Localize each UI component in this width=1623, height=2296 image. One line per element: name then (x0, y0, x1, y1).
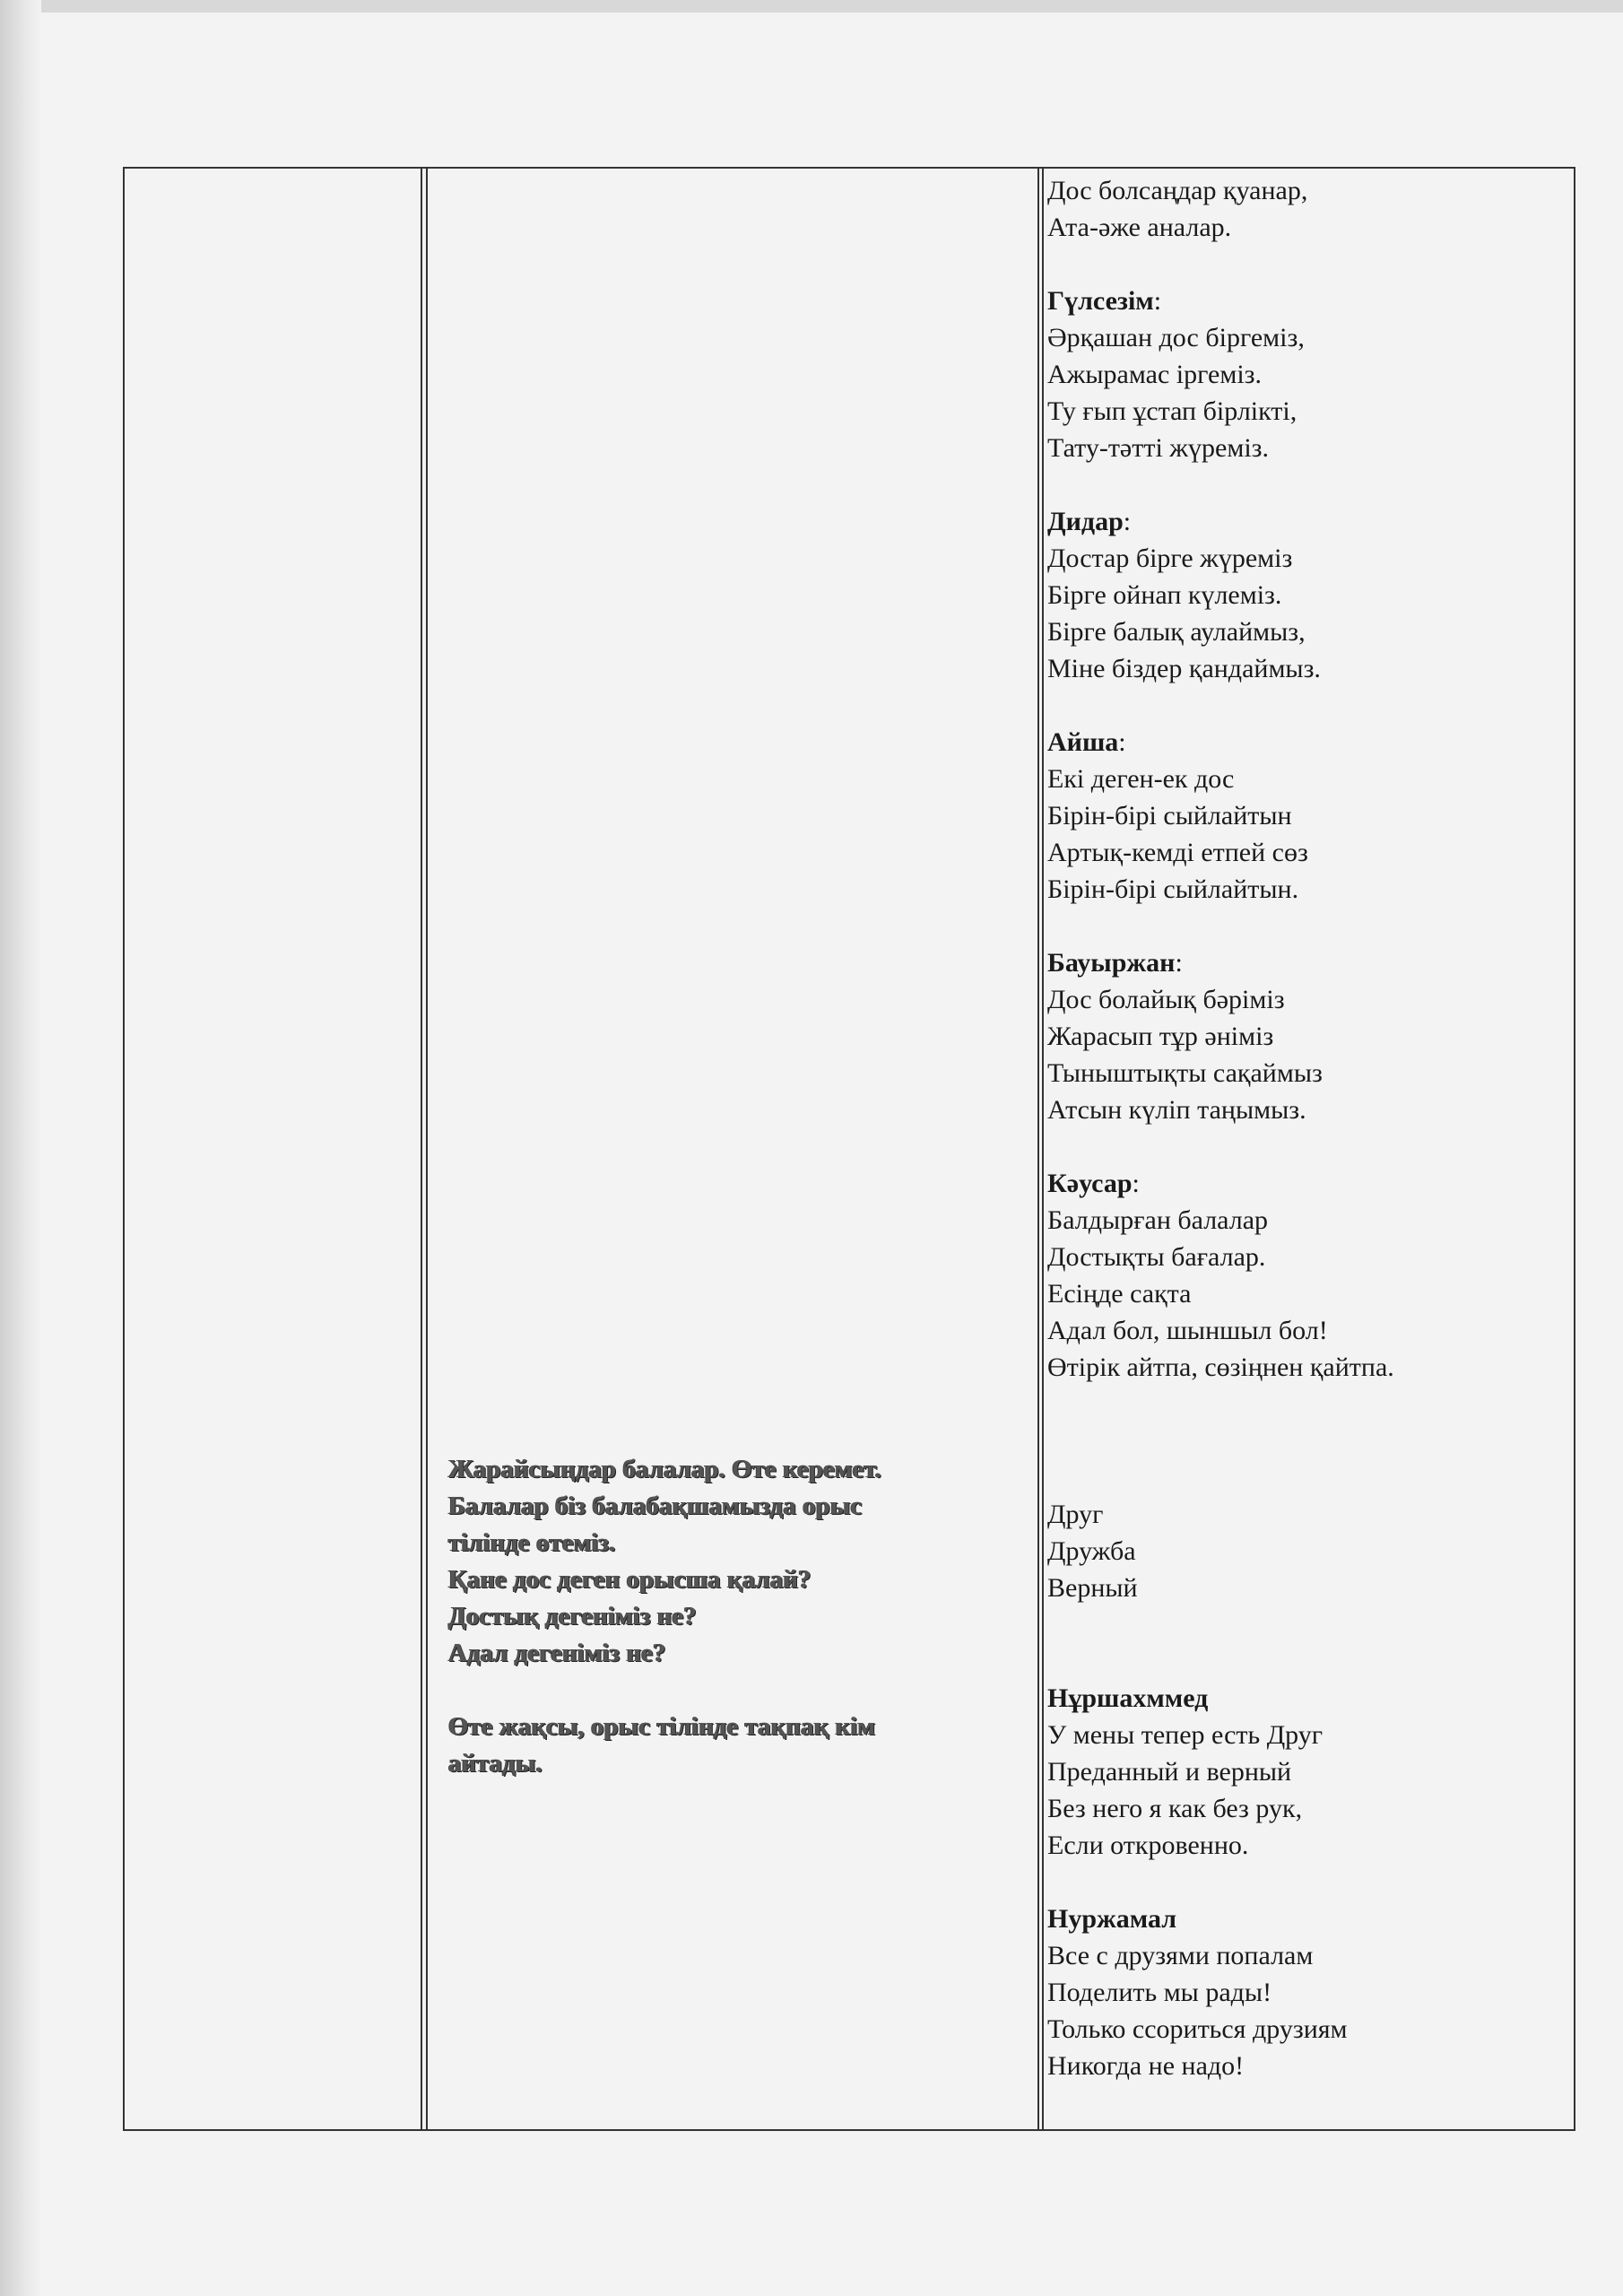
speaker-name: Дидар (1047, 507, 1124, 536)
verse-line: Өтірік айтпа, сөзіңнен қайтпа. (1047, 1352, 1394, 1382)
verse-line: Адал бол, шыншыл бол! (1047, 1316, 1328, 1345)
speaker-name: Айша (1047, 727, 1119, 757)
verse-line: Достықты бағалар. (1047, 1242, 1266, 1272)
verse-line: Бірге ойнап күлеміз. (1047, 580, 1282, 610)
speaker-name: Нуржамал (1047, 1904, 1177, 1934)
verse-line: Тату-тәтті жүреміз. (1047, 433, 1270, 463)
verse-line: Преданный и верный (1047, 1757, 1292, 1787)
teacher-line: тілінде өтеміз. (448, 1528, 616, 1557)
verse-line: Ажырамас іргеміз. (1047, 360, 1263, 389)
verse-line: Атсын күліп таңымыз. (1047, 1095, 1306, 1125)
verse-line: Бірін-бірі сыйлайтын. (1047, 874, 1299, 904)
verse-line: Только ссориться друзиям (1047, 2014, 1348, 2044)
verse-line: Бірін-бірі сыйлайтын (1047, 801, 1292, 831)
teacher-line: Адал дегеніміз не? (448, 1639, 666, 1667)
speaker-name: Гүлсезім (1047, 286, 1154, 316)
verse-line: Поделить мы рады! (1047, 1978, 1272, 2007)
teacher-line: Достық дегеніміз не? (448, 1602, 697, 1631)
verse-line: Если откровенно. (1047, 1831, 1249, 1860)
scan-shadow (0, 0, 41, 2296)
teacher-speech (448, 1451, 1022, 1782)
column-divider (426, 169, 428, 2129)
verse-line: Достар бірге жүреміз (1047, 544, 1293, 573)
speaker-name: Бауыржан (1047, 948, 1176, 978)
column-divider (1042, 169, 1044, 2129)
verse-line: Екі деген-ек дос (1047, 764, 1235, 794)
scan-edge (0, 0, 1623, 13)
column-divider (421, 169, 422, 2129)
verse-line: Никогда не надо! (1047, 2051, 1245, 2081)
verse-line: Бірге балық аулаймыз, (1047, 617, 1306, 647)
verse-line: Есіңде сақта (1047, 1279, 1192, 1309)
verse-line: Міне біздер қандаймыз. (1047, 654, 1321, 683)
verse-line: У мены тепер есть Друг (1047, 1720, 1324, 1750)
verse-line: Әрқашан дос біргеміз, (1047, 323, 1305, 352)
answer-word: Дружба (1047, 1536, 1136, 1566)
column-divider (1037, 169, 1039, 2129)
teacher-line: Өте жақсы, орыс тілінде тақпақ кім (448, 1712, 876, 1741)
answer-word: Друг (1047, 1500, 1104, 1529)
speaker-name: Кәусар (1047, 1169, 1133, 1198)
verse-line: Жарасып тұр әніміз (1047, 1022, 1274, 1051)
verse-line: Без него я как без рук, (1047, 1794, 1303, 1823)
verse-line: Дос болайық бәріміз (1047, 985, 1285, 1014)
verse-line: Ата-әже аналар. (1047, 213, 1232, 242)
speaker-name: Нұршахммед (1047, 1683, 1209, 1713)
verse-line: Балдырған балалар (1047, 1205, 1269, 1235)
teacher-line: Балалар біз балабақшамызда орыс (448, 1492, 863, 1520)
verse-line: Дос болсаңдар қуанар, (1047, 176, 1308, 205)
verse-line: Тыныштықты сақаймыз (1047, 1058, 1323, 1088)
children-verses: Дос болсаңдар қуанар, Ата-әже аналар. Гүлсезім: Әрқашан дос біргеміз, Ажырамас іргеміз. Ту ғып ұстап бірлікті, Тату-тәтті жүреміз. Дидар: Достар бірге жүреміз Бірге ойнап күлеміз. Бірге балық аулаймыз, Міне біздер қандаймыз. Айша: Екі деген-ек дос Бірін-бірі сыйлайтын Артық-кемді етпей сөз Бірін-бірі сыйлайтын. Бауыржан: Дос болайық бәріміз Жарасып тұр әніміз Тыныштықты сақаймыз Атсын күліп таңымыз. Кәусар: Балдырған балалар Достықты бағалар. Есіңде сақта Адал бол, шыншыл бол! Өтірік айтпа, сөзіңнен қайтпа. Друг Дружба Верный Нұршахммед У мены тепер есть Друг Преданный и верный Без него я как без рук, Если откровенно. Нуржамал Все с друзями попалам Поделить мы рады! Только ссориться друзиям Никогда не надо! (1047, 172, 1567, 2084)
teacher-line: Жарайсыңдар балалар. Өте керемет. (448, 1455, 881, 1483)
verse-line: Все с друзями попалам (1047, 1941, 1314, 1970)
teacher-line: айтады. (448, 1749, 542, 1778)
verse-line: Артық-кемді етпей сөз (1047, 838, 1308, 867)
answer-word: Верный (1047, 1573, 1138, 1603)
verse-line: Ту ғып ұстап бірлікті, (1047, 396, 1298, 426)
teacher-line: Қане дос деген орысша қалай? (448, 1565, 812, 1594)
